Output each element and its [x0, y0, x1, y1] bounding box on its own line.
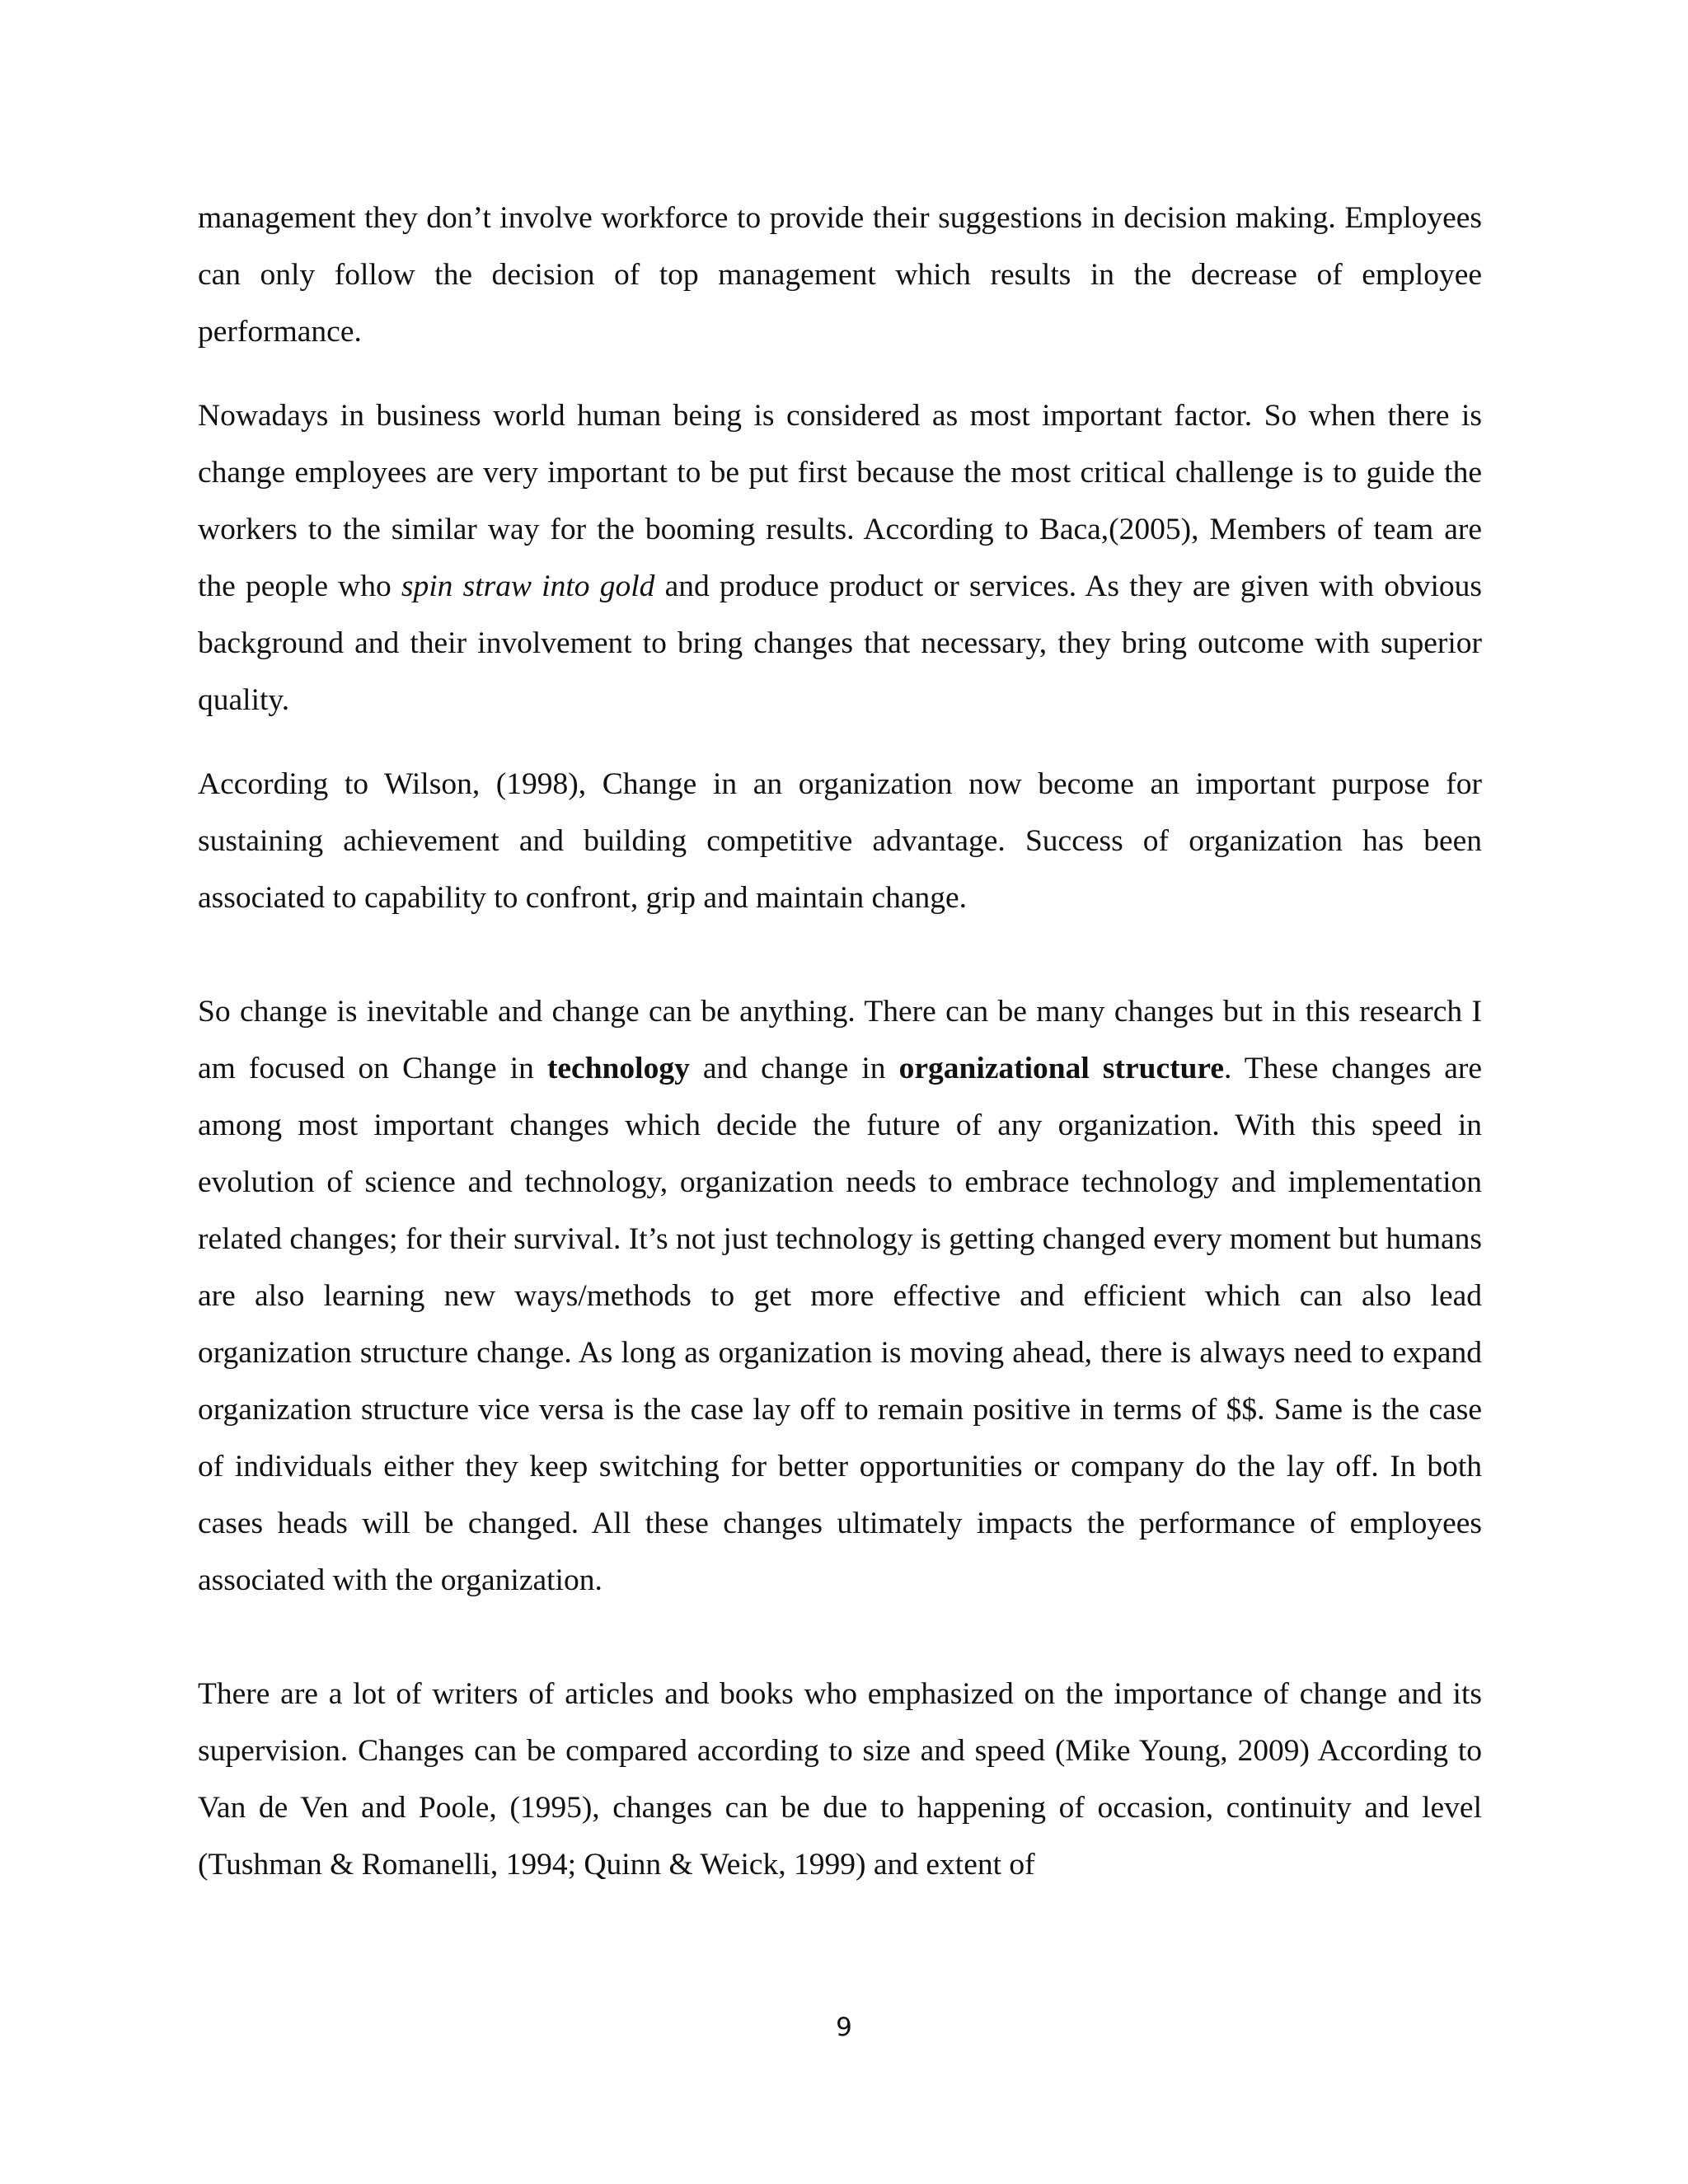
paragraph-4 [198, 983, 1482, 1609]
paragraph-4-text-3: . These changes are among most important changes which decide the future of any organization. With this speed in evolution of science and technology, organization needs to embrace technology and implementation related changes; for their survival. It’s not just technology is getting changed every moment but humans are also learning new ways/methods to get more effective and efficient which can also lead organization structure change. As long as organization is moving ahead, there is always need to expand organization structure vice versa is the case lay off to remain positive in terms of $$. Same is the case of individuals either they keep switching for better opportunities or company do the lay off. In both cases heads will be changed. All these changes ultimately impacts the performance of employees associated with the organization. [198, 1052, 1482, 1597]
paragraph-2 [198, 387, 1482, 729]
paragraph-5-text: There are a lot of writers of articles and books who emphasized on the importance of change and its supervision. Changes can be compared according to size and speed (Mike Young, 2009) According to Van de Ven and Poole, (1995), changes can be due to happening of occasion, continuity and level (Tushman & Romanelli, 1994; Quinn & Weick, 1999) and extent of [198, 1677, 1482, 1882]
paragraph-3 [198, 756, 1482, 926]
page-number: 9 [836, 2013, 852, 2042]
paragraph-4-bold-structure: organizational structure [898, 1052, 1225, 1085]
paragraph-2-text-after: and produce product or services. As they are given with obvious background and their involvement to bring changes that necessary, they bring outcome with superior quality. [198, 569, 1482, 717]
paragraph-3-text: According to Wilson, (1998), Change in an organization now become an important purpose for sustaining achievement and building competitive advantage. Success of organization has been associated to capability to confront, grip and maintain change. [198, 767, 1482, 915]
paragraph-4-bold-technology: technology [546, 1052, 690, 1085]
paragraph-2-italic-phrase: spin straw into gold [401, 569, 655, 603]
paragraph-2-text-before: Nowadays in business world human being is considered as most important factor. So when there is change employees are very important to be put first because the most critical challenge is to guide the workers to the similar way for the booming results. According to Baca,(2005), Members of team are the people who [198, 399, 1482, 603]
paragraph-4-text-1: So change is inevitable and change can be anything. There can be many changes but in this research I am focused on Change in [198, 995, 1482, 1085]
paragraph-1-text: management they don’t involve workforce to provide their suggestions in decision making. Employees can only follow the decision of top management which results in the decrease of employee performance. [198, 201, 1482, 349]
document-body [198, 190, 1482, 1893]
paragraph-1 [198, 190, 1482, 360]
paragraph-5 [198, 1666, 1482, 1893]
paragraph-4-text-2: and change in [689, 1052, 899, 1085]
